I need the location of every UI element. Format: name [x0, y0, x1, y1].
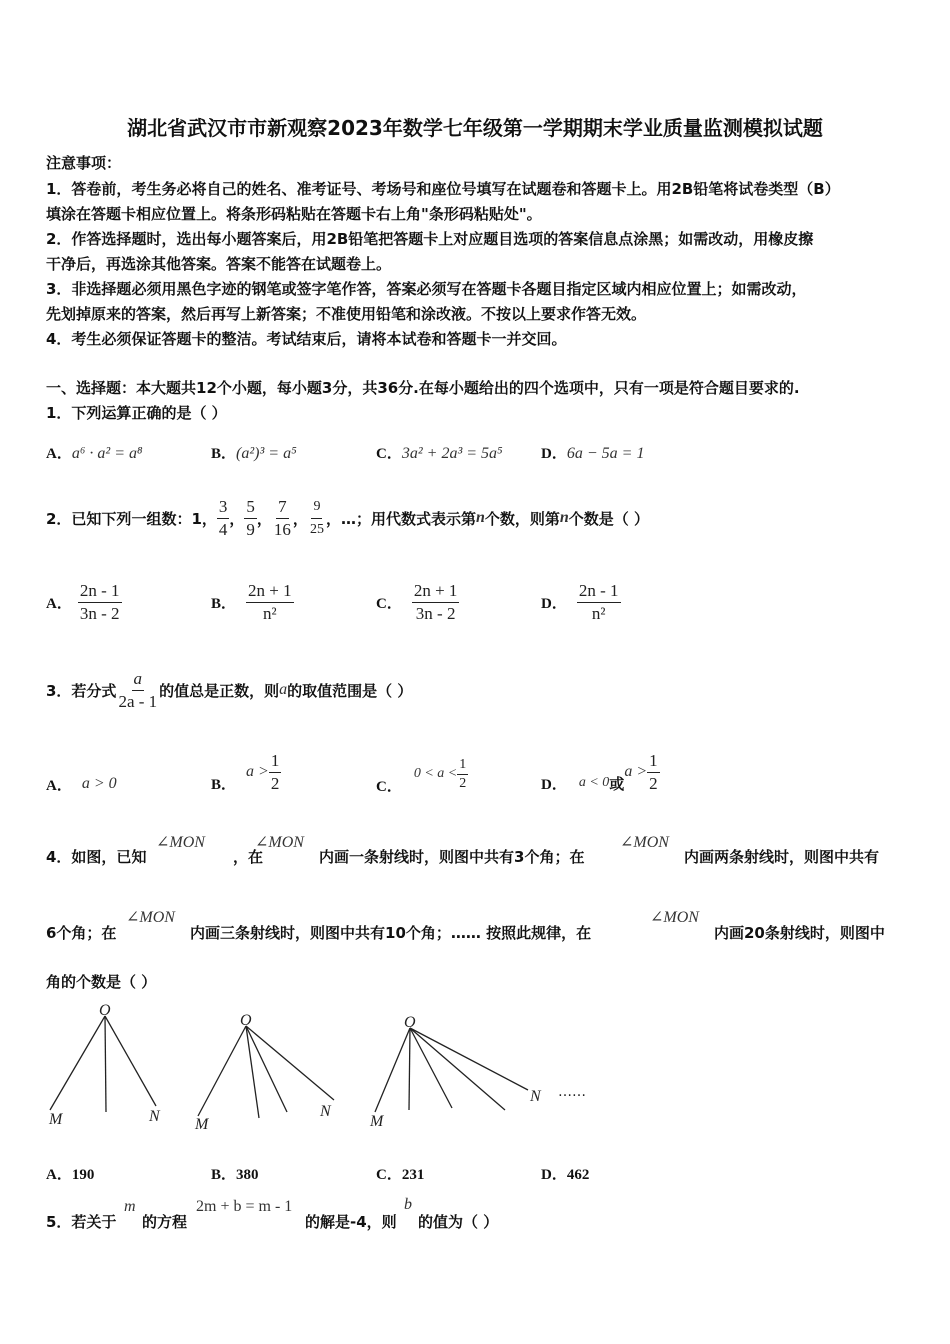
notice-3-line-1: 3．非选择题必须用黑色字迹的钢笔或签字笔作答，答案必须写在答题卡各题目指定区域内相应位置上；如需改动， [46, 280, 807, 298]
q4-d-label: D． [541, 1167, 567, 1183]
q4-angle-mon-5: ∠MON [650, 909, 699, 926]
q4-angle-mon-3: ∠MON [620, 834, 669, 851]
q4-b-label: B． [211, 1167, 237, 1183]
notice-2-line-1: 2．作答选择题时，选出每小题答案后，用2B铅笔把答题卡上对应题目选项的答案信息点涂黑；如需改动，用橡皮擦 [46, 230, 814, 248]
q1-option-d [541, 442, 644, 463]
q3-suffix: 的取值范围是（ ） [287, 681, 413, 700]
q2-c-label: C． [376, 596, 402, 612]
figure-1-rays [50, 1016, 156, 1112]
q1-d-label: D． [541, 446, 567, 462]
q4-c-value: 231 [401, 1167, 425, 1183]
q2-c-fraction: $\frac{2n + 1}{3n - 2}$ [413, 581, 458, 623]
q4-line-1-end: 内画两条射线时，则图中共有 [684, 848, 880, 866]
q3-d-math-1: a < 0 [578, 775, 610, 790]
q2-stem [46, 496, 649, 540]
q5-mid-2: 的解是-4，则 [305, 1213, 397, 1231]
fig2-label-o: O [240, 1012, 252, 1029]
figure-2-rays [198, 1026, 334, 1118]
q2-option-a [46, 580, 122, 625]
q4-line-1-start: 4．如图，已知 [46, 848, 147, 866]
q1-c-label: C． [376, 446, 402, 462]
fig1-label-o: O [99, 1002, 111, 1019]
q3-b-label: B． [211, 776, 237, 793]
q4-c-label: C． [376, 1167, 402, 1183]
q2-option-d [541, 580, 621, 625]
q3-c-fraction: $\frac{1}{2}$ [459, 756, 467, 791]
q2-prefix: 2．已知下列一组数：1， [46, 509, 217, 528]
q2-fraction-4: $\frac{9}{25}$ [308, 496, 326, 541]
q2-comma-1: ， [229, 509, 245, 528]
q2-suffix-a: ，…；用代数式表示第 [325, 509, 476, 528]
q5-mid-1: 的方程 [142, 1213, 188, 1231]
q2-b-fraction: $\frac{2n + 1}{\text{n²}}$ [248, 581, 292, 623]
q3-d-label: D． [541, 776, 567, 793]
q4-angle-figure [40, 1000, 620, 1135]
figure-3-rays [375, 1028, 528, 1112]
q1-a-label: A． [46, 446, 72, 462]
q3-b-math: a > [246, 763, 269, 780]
q3-option-c [376, 750, 468, 798]
q3-option-b [211, 748, 281, 796]
q1-option-b [211, 442, 297, 463]
q5-end: 的值为（ ） [418, 1213, 499, 1231]
q1-option-c [376, 442, 503, 463]
q2-a-label: A． [46, 596, 72, 612]
q2-var-n-1: n [475, 509, 485, 526]
q4-option-a [46, 1163, 94, 1184]
q4-option-d [541, 1163, 589, 1184]
fig3-label-n: N [530, 1088, 541, 1105]
q3-d-fraction: $\frac{1}{2}$ [649, 750, 658, 793]
q3-prefix: 3．若分式 [46, 681, 117, 700]
q4-line-1-mid: 内画一条射线时，则图中共有3个角；在 [319, 848, 585, 866]
q1-b-label: B． [211, 446, 237, 462]
q3-d-or: 或 [609, 774, 625, 793]
q4-d-value: 462 [566, 1167, 590, 1183]
notice-1-line-2: 填涂在答题卡相应位置上。将条形码粘贴在答题卡右上角"条形码粘贴处"。 [46, 205, 542, 223]
page-title: 湖北省武汉市市新观察2023年数学七年级第一学期期末学业质量监测模拟试题 [127, 116, 823, 140]
q4-option-c [376, 1163, 424, 1184]
q3-c-label: C． [376, 778, 402, 795]
q1-stem: 1．下列运算正确的是（ ） [46, 404, 227, 422]
q1-d-math: 6a − 5a = 1 [566, 445, 645, 462]
q4-a-label: A． [46, 1167, 72, 1183]
q5-start: 5．若关于 [46, 1213, 117, 1231]
q2-fraction-3: $\frac{7}{16}$ [273, 496, 291, 539]
q3-d-math-2: a > [624, 763, 648, 780]
notice-3-line-2: 先划掉原来的答案，然后再写上新答案；不准使用铅笔和涂改液。不按以上要求作答无效。 [46, 305, 647, 323]
q4-angle-mon-4: ∠MON [126, 909, 175, 926]
q4-b-value: 380 [236, 1167, 259, 1183]
q4-angle-mon-2: ∠MON [255, 834, 304, 851]
q2-suffix-c: 个数是（ ） [568, 509, 650, 528]
fig1-label-n: N [149, 1108, 160, 1125]
q3-stem [46, 666, 412, 714]
q1-a-math: a⁶ · a² = a⁸ [71, 445, 143, 462]
q3-option-d [541, 748, 660, 796]
q3-var: a [279, 681, 288, 698]
notice-1-line-1: 1．答卷前，考生务必将自己的姓名、准考证号、考场号和座位号填写在试题卷和答题卡上。用2B铅笔将试卷类型（B） [46, 180, 840, 198]
notice-2-line-2: 干净后，再选涂其他答案。答案不能答在试题卷上。 [46, 255, 392, 273]
q1-option-a [46, 442, 143, 463]
q1-b-math: (a²)³ = a⁵ [236, 445, 297, 462]
q2-suffix-b: 个数，则第 [484, 509, 560, 528]
q2-d-fraction: $\frac{2n - 1}{\text{n²}}$ [578, 581, 619, 623]
fig1-label-m: M [49, 1111, 63, 1128]
q2-comma-3: ， [292, 509, 308, 528]
q4-angle-mon-1: ∠MON [156, 834, 205, 851]
q2-option-c [376, 580, 459, 625]
fig3-label-o: O [404, 1014, 416, 1031]
notice-4: 4．考生必须保证答题卡的整洁。考试结束后，请将本试卷和答题卡一并交回。 [46, 330, 567, 348]
q2-var-n-2: n [559, 509, 569, 526]
q4-a-value: 190 [71, 1167, 95, 1183]
q5-var-b: b [404, 1196, 412, 1213]
q3-mid: 的值总是正数，则 [159, 681, 280, 700]
q2-option-b [211, 580, 294, 625]
q3-c-math: 0 < a < [413, 766, 458, 781]
q3-option-a [46, 760, 117, 808]
q2-a-fraction: $\frac{2n - 1}{3n - 2}$ [79, 581, 120, 623]
fig2-label-m: M [195, 1116, 209, 1133]
q2-d-label: D． [541, 596, 567, 612]
q2-b-label: B． [211, 596, 237, 612]
q4-option-b [211, 1163, 259, 1184]
q4-line-3: 角的个数是（ ） [46, 973, 157, 991]
q2-fraction-2: $\frac{5}{9}$ [246, 496, 255, 539]
fig-ellipsis: …… [558, 1084, 586, 1100]
section-heading: 一、选择题：本大题共12个小题，每小题3分，共36分.在每小题给出的四个选项中，只有一项是符合题目要求的. [46, 379, 800, 397]
q3-fraction: $\frac{a}{2a - 1}$ [118, 668, 158, 711]
q4-line-2-mid: 内画三条射线时，则图中共有10个角；…… 按照此规律，在 [190, 924, 592, 942]
q3-a-math: a > 0 [81, 775, 117, 792]
q5-equation: 2m + b = m - 1 [196, 1198, 293, 1215]
q4-line-2-start: 6个角；在 [46, 924, 117, 942]
fig2-label-n: N [320, 1103, 331, 1120]
notice-heading: 注意事项： [46, 154, 122, 172]
q4-line-2-end: 内画20条射线时，则图中 [714, 924, 885, 942]
q3-a-label: A． [46, 777, 72, 794]
q3-b-fraction: $\frac{1}{2}$ [270, 750, 280, 793]
q4-line-1-in: ，在 [233, 848, 264, 866]
q2-fraction-1: $\frac{3}{4}$ [218, 496, 228, 539]
q1-c-math: 3a² + 2a³ = 5a⁵ [401, 445, 503, 462]
q2-comma-2: ， [256, 509, 272, 528]
fig3-label-m: M [370, 1113, 384, 1130]
q5-var-m: m [124, 1198, 136, 1215]
